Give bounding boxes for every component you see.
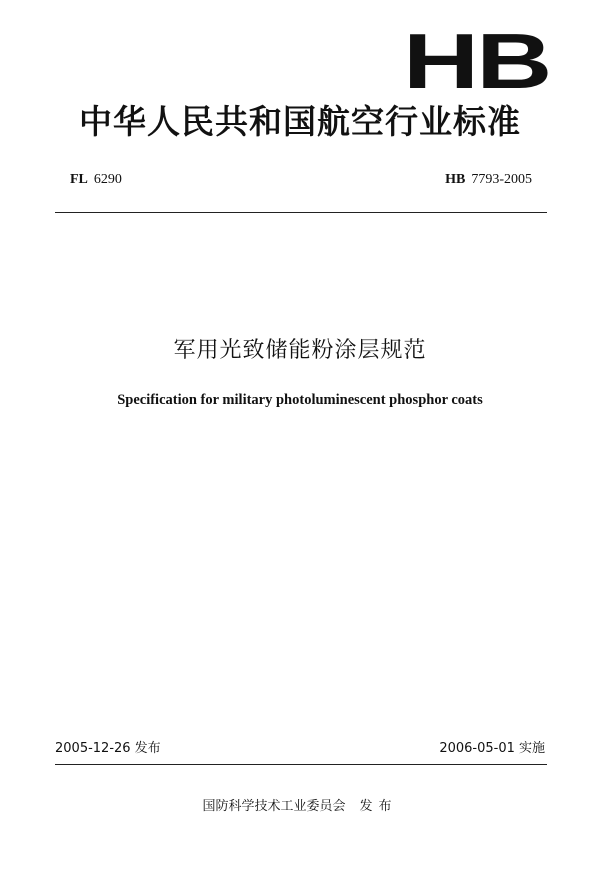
publisher-name: 国防科学技术工业委员会 xyxy=(202,799,346,814)
implementation-date: 2006-05-01 实施 xyxy=(439,741,545,756)
hb-code xyxy=(445,172,532,188)
bottom-divider xyxy=(55,764,547,765)
hb-number: 7793-2005 xyxy=(471,172,532,187)
fl-prefix: FL xyxy=(70,172,88,187)
fl-code xyxy=(70,172,122,188)
document-title-chinese: 军用光致储能粉涂层规范 xyxy=(173,338,427,363)
publisher-verb: 发布 xyxy=(359,799,398,814)
issue-date: 2005-12-26 发布 xyxy=(55,741,161,756)
top-divider xyxy=(55,212,547,213)
org-title: 中华人民共和国航空行业标准 xyxy=(79,102,521,141)
date-row xyxy=(0,737,600,757)
hb-logo: HB xyxy=(403,17,550,105)
fl-number: 6290 xyxy=(93,172,122,187)
document-title-english: Specification for military photoluminescent phosphor coats xyxy=(117,392,483,408)
publisher-line xyxy=(0,795,600,814)
standard-codes xyxy=(0,172,600,192)
hb-prefix: HB xyxy=(445,172,466,187)
